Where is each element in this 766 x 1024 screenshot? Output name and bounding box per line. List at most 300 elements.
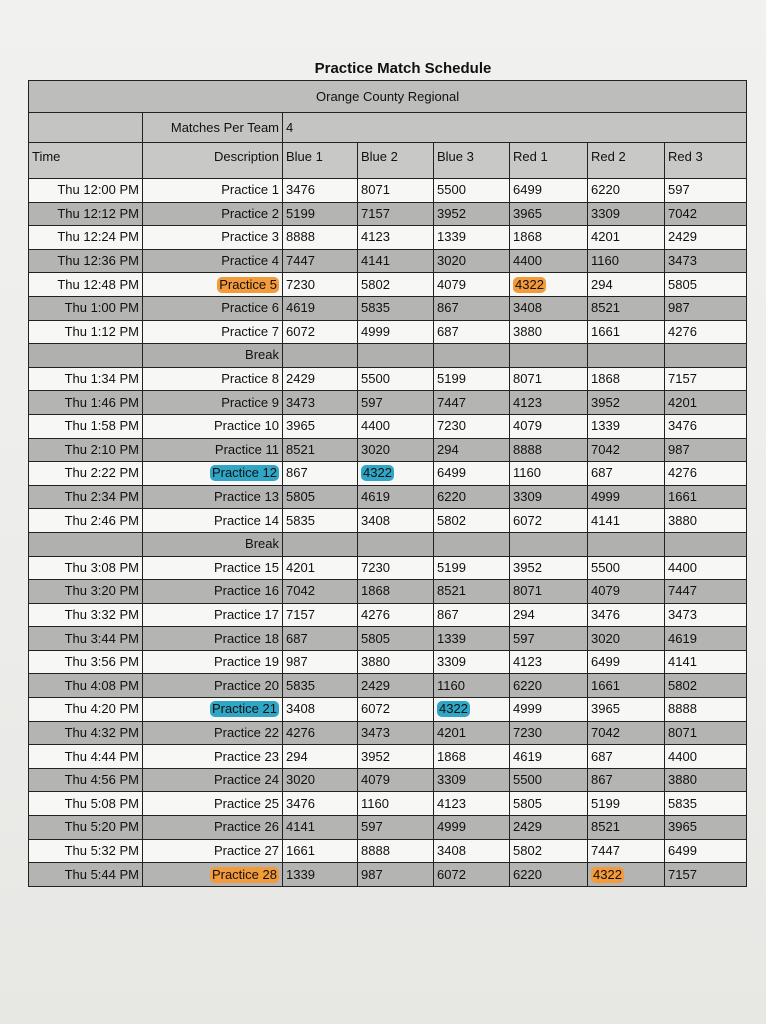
cell-red-3 [665,650,747,674]
cell-value: 4201 [591,229,620,245]
cell-time [29,627,143,651]
cell-value: 3952 [591,394,620,410]
cell-value: 6220 [591,182,620,198]
cell-blue-3 [434,768,510,792]
cell-red-3 [665,698,747,722]
cell-red-3 [665,532,747,556]
cell-value: 4079 [513,418,542,434]
cell-value: Practice 15 [213,559,279,575]
cell-red-1 [510,414,588,438]
cell-value: 294 [591,276,613,292]
cell-time [29,485,143,509]
cell-value: 2429 [286,371,315,387]
cell-red-1 [510,650,588,674]
cell-description [143,485,283,509]
cell-value: 1661 [668,489,697,505]
cell-blue-2 [358,580,434,604]
cell-blue-2 [358,698,434,722]
cell-blue-1 [283,839,358,863]
cell-value: Thu 1:58 PM [64,418,139,434]
cell-value: Thu 2:10 PM [64,441,139,457]
cell-value: 7230 [286,276,315,292]
cell-blue-2 [358,509,434,533]
highlighted-value: Practice 28 [211,866,277,882]
cell-value: 8071 [668,724,697,740]
cell-value: 2429 [513,819,542,835]
table-row [29,721,747,745]
cell-time [29,367,143,391]
cell-red-1 [510,462,588,486]
cell-red-1 [510,273,588,297]
cell-value: 3476 [668,418,697,434]
cell-value: 4123 [361,229,390,245]
table-row [29,580,747,604]
cell-red-2 [588,650,665,674]
cell-value: 5835 [361,300,390,316]
cell-red-2 [588,532,665,556]
cell-value: 4123 [513,654,542,670]
cell-blue-1 [283,556,358,580]
cell-value: 5802 [437,512,466,528]
cell-value: 8521 [286,441,315,457]
cell-blue-3 [434,179,510,203]
cell-red-1 [510,792,588,816]
table-row [29,367,747,391]
cell-value: Practice 25 [213,795,279,811]
cell-red-2 [588,320,665,344]
table-row [29,698,747,722]
cell-value: Practice 24 [213,772,279,788]
cell-value: 1661 [591,677,620,693]
cell-value: 3880 [668,512,697,528]
cell-red-2 [588,839,665,863]
cell-blue-3 [434,816,510,840]
cell-value: 597 [361,394,383,410]
event-name: Orange County Regional [29,81,747,113]
cell-value: 7042 [668,205,697,221]
cell-blue-1 [283,863,358,887]
cell-value: 3473 [361,724,390,740]
cell-value: Practice 1 [221,182,279,198]
cell-value: 1160 [513,465,541,481]
cell-description [143,179,283,203]
cell-value: Thu 1:46 PM [64,394,139,410]
cell-blue-2 [358,296,434,320]
cell-blue-1 [283,532,358,556]
cell-red-3 [665,296,747,320]
cell-blue-3 [434,226,510,250]
cell-value: 7447 [668,583,697,599]
cell-blue-1 [283,580,358,604]
cell-value: 7157 [286,606,315,622]
cell-time [29,698,143,722]
cell-blue-2 [358,650,434,674]
cell-red-2 [588,745,665,769]
cell-value: 3309 [437,654,466,670]
cell-red-3 [665,462,747,486]
cell-value: 1160 [591,253,619,269]
cell-red-1 [510,627,588,651]
cell-description [143,249,283,273]
cell-value: 4999 [437,819,466,835]
cell-red-2 [588,674,665,698]
cell-blue-3 [434,249,510,273]
cell-red-2 [588,556,665,580]
cell-blue-2 [358,603,434,627]
cell-value: Practice 4 [221,253,279,269]
cell-red-3 [665,273,747,297]
header-red-3: Red 3 [665,143,747,179]
cell-blue-3 [434,344,510,368]
cell-blue-2 [358,320,434,344]
cell-value: 8521 [591,300,620,316]
cell-blue-1 [283,745,358,769]
cell-value: 867 [286,465,308,481]
cell-value: 4141 [286,819,315,835]
cell-value: 5500 [513,772,542,788]
cell-value: 3476 [286,795,315,811]
cell-value: 5199 [286,205,315,221]
cell-description [143,580,283,604]
cell-red-3 [665,320,747,344]
cell-value: 7230 [513,724,542,740]
cell-value: 987 [361,866,383,882]
cell-value: 4999 [361,323,390,339]
cell-value: 3952 [361,748,390,764]
header-row [29,143,747,179]
cell-value: 3020 [286,772,315,788]
cell-value: 3952 [437,205,466,221]
cell-red-1 [510,816,588,840]
cell-value: Thu 5:20 PM [64,819,139,835]
cell-value: 1339 [286,866,315,882]
cell-value: 8888 [668,701,697,717]
cell-red-3 [665,745,747,769]
cell-value: 5805 [513,795,542,811]
cell-value: 294 [513,606,535,622]
table-row [29,320,747,344]
cell-blue-1 [283,249,358,273]
cell-value: 4619 [513,748,542,764]
table-row [29,556,747,580]
cell-red-3 [665,816,747,840]
cell-value: 6499 [437,465,466,481]
cell-value: Practice 23 [213,748,279,764]
cell-value: 1160 [437,677,465,693]
cell-blue-3 [434,462,510,486]
cell-value: 5199 [591,795,620,811]
cell-value: 5500 [361,371,390,387]
cell-value: Thu 2:46 PM [64,512,139,528]
cell-red-2 [588,344,665,368]
matches-per-team-row [29,113,747,143]
cell-red-2 [588,863,665,887]
cell-value: Thu 2:22 PM [64,465,139,481]
cell-red-2 [588,768,665,792]
cell-blue-1 [283,509,358,533]
cell-blue-1 [283,485,358,509]
cell-value: 2429 [668,229,697,245]
cell-time [29,438,143,462]
cell-value: 4201 [437,724,466,740]
cell-value: 4123 [437,795,466,811]
cell-blue-1 [283,202,358,226]
cell-description [143,792,283,816]
cell-red-1 [510,863,588,887]
cell-value: Practice 22 [213,724,279,740]
table-row [29,391,747,415]
cell-description [143,414,283,438]
cell-value: Thu 4:32 PM [64,724,139,740]
cell-value: 6499 [668,842,697,858]
cell-value: 1339 [437,229,466,245]
cell-value: Break [245,347,279,363]
cell-value: Practice 3 [221,229,279,245]
cell-red-2 [588,603,665,627]
cell-value: 4123 [513,394,542,410]
header-blue-1: Blue 1 [283,143,358,179]
cell-red-3 [665,580,747,604]
table-row [29,674,747,698]
cell-time [29,839,143,863]
cell-blue-2 [358,532,434,556]
cell-red-1 [510,509,588,533]
table-row [29,462,747,486]
cell-blue-2 [358,226,434,250]
highlighted-value: 4322 [439,701,468,717]
cell-blue-3 [434,863,510,887]
cell-value: 687 [437,323,459,339]
header-time: Time [29,143,143,179]
cell-description [143,226,283,250]
cell-red-2 [588,438,665,462]
cell-blue-2 [358,273,434,297]
cell-value: 1339 [437,630,466,646]
cell-value: Practice 10 [213,418,279,434]
table-row [29,768,747,792]
break-row [29,344,747,368]
table-row [29,485,747,509]
cell-blue-1 [283,179,358,203]
cell-value: 4276 [361,606,390,622]
cell-value: 3020 [591,630,620,646]
cell-value: 4201 [286,559,315,575]
cell-value: 8071 [513,371,542,387]
cell-blue-1 [283,344,358,368]
cell-value: 5802 [668,677,697,693]
cell-red-3 [665,344,747,368]
cell-red-3 [665,721,747,745]
cell-time [29,580,143,604]
highlighted-value: Practice 5 [219,276,277,292]
cell-value: 867 [591,772,613,788]
cell-value: 3309 [513,489,542,505]
cell-value: 3408 [286,701,315,717]
cell-value: Thu 5:32 PM [64,842,139,858]
cell-value: 3880 [668,772,697,788]
cell-blue-3 [434,839,510,863]
table-row [29,226,747,250]
cell-red-2 [588,462,665,486]
cell-value: Thu 12:48 PM [57,276,139,292]
cell-value: 6220 [513,866,542,882]
cell-red-3 [665,226,747,250]
cell-time [29,674,143,698]
cell-value: 6220 [513,677,542,693]
cell-description [143,698,283,722]
cell-value: 3476 [286,182,315,198]
cell-value: 1868 [513,229,542,245]
cell-description [143,745,283,769]
cell-blue-2 [358,674,434,698]
cell-red-1 [510,485,588,509]
cell-value: 3473 [286,394,315,410]
cell-time [29,202,143,226]
cell-blue-2 [358,745,434,769]
cell-red-3 [665,863,747,887]
cell-blue-2 [358,202,434,226]
cell-blue-3 [434,792,510,816]
cell-value: 867 [437,606,459,622]
cell-red-2 [588,721,665,745]
cell-blue-3 [434,202,510,226]
cell-value: Thu 1:00 PM [64,300,139,316]
cell-value: 7157 [668,866,697,882]
cell-blue-2 [358,556,434,580]
cell-value: 7042 [286,583,315,599]
cell-value: 7230 [361,559,390,575]
cell-blue-2 [358,792,434,816]
cell-value: 8071 [513,583,542,599]
cell-description [143,273,283,297]
cell-value: 4400 [668,559,697,575]
cell-value: 5802 [513,842,542,858]
cell-value: Practice 14 [213,512,279,528]
header-blue-3: Blue 3 [434,143,510,179]
cell-red-1 [510,438,588,462]
cell-value: 597 [361,819,383,835]
cell-red-3 [665,485,747,509]
cell-blue-3 [434,391,510,415]
cell-red-1 [510,532,588,556]
cell-value: Practice 20 [213,677,279,693]
cell-value: Break [245,536,279,552]
cell-red-3 [665,179,747,203]
cell-value: Practice 18 [213,630,279,646]
cell-blue-1 [283,603,358,627]
cell-value: 6072 [513,512,542,528]
cell-description [143,509,283,533]
cell-red-1 [510,226,588,250]
cell-time [29,509,143,533]
cell-value: 5835 [286,677,315,693]
cell-value: 7042 [591,724,620,740]
table-row [29,296,747,320]
cell-description [143,462,283,486]
cell-red-2 [588,179,665,203]
cell-value: Thu 12:00 PM [57,182,139,198]
table-row [29,792,747,816]
cell-value: 3309 [437,772,466,788]
cell-blue-2 [358,627,434,651]
table-row [29,745,747,769]
cell-value: 6072 [286,323,315,339]
cell-value: 5835 [668,795,697,811]
cell-red-3 [665,249,747,273]
cell-blue-1 [283,320,358,344]
cell-red-1 [510,556,588,580]
cell-value: Thu 1:34 PM [64,371,139,387]
cell-value: Thu 1:12 PM [64,323,139,339]
cell-time [29,792,143,816]
cell-blue-3 [434,603,510,627]
cell-value: 3309 [591,205,620,221]
cell-value: 5805 [668,276,697,292]
cell-time [29,532,143,556]
cell-value: 4400 [361,418,390,434]
cell-value: Thu 3:20 PM [64,583,139,599]
cell-value: 7447 [286,253,315,269]
cell-red-2 [588,391,665,415]
cell-description [143,863,283,887]
cell-description [143,367,283,391]
cell-value: 3880 [513,323,542,339]
cell-value: 4619 [361,489,390,505]
cell-description [143,721,283,745]
cell-red-2 [588,202,665,226]
highlighted-value: 4322 [515,276,544,292]
cell-value: Practice 27 [213,842,279,858]
cell-blue-2 [358,768,434,792]
cell-value: Thu 5:08 PM [64,795,139,811]
cell-red-1 [510,580,588,604]
cell-value: 4201 [668,394,697,410]
cell-red-3 [665,556,747,580]
cell-blue-1 [283,462,358,486]
break-row [29,532,747,556]
cell-blue-1 [283,792,358,816]
cell-value: Practice 8 [221,371,279,387]
header-description: Description [143,143,283,179]
cell-blue-3 [434,367,510,391]
cell-blue-3 [434,674,510,698]
cell-time [29,320,143,344]
cell-value: Thu 4:08 PM [64,677,139,693]
cell-red-3 [665,627,747,651]
cell-value: 687 [591,748,613,764]
cell-blue-3 [434,532,510,556]
cell-blue-3 [434,320,510,344]
cell-value: Practice 17 [213,606,279,622]
cell-blue-3 [434,650,510,674]
cell-description [143,438,283,462]
cell-value: 4999 [513,701,542,717]
highlighted-value: 4322 [363,465,392,481]
cell-blue-1 [283,367,358,391]
cell-value: 4619 [668,630,697,646]
cell-value: 3020 [361,441,390,457]
empty-cell [29,113,143,143]
cell-description [143,650,283,674]
cell-red-3 [665,391,747,415]
cell-value: 7157 [668,371,697,387]
cell-red-2 [588,296,665,320]
cell-blue-2 [358,367,434,391]
cell-blue-3 [434,721,510,745]
cell-value: 4141 [361,253,390,269]
cell-red-1 [510,698,588,722]
cell-blue-2 [358,179,434,203]
